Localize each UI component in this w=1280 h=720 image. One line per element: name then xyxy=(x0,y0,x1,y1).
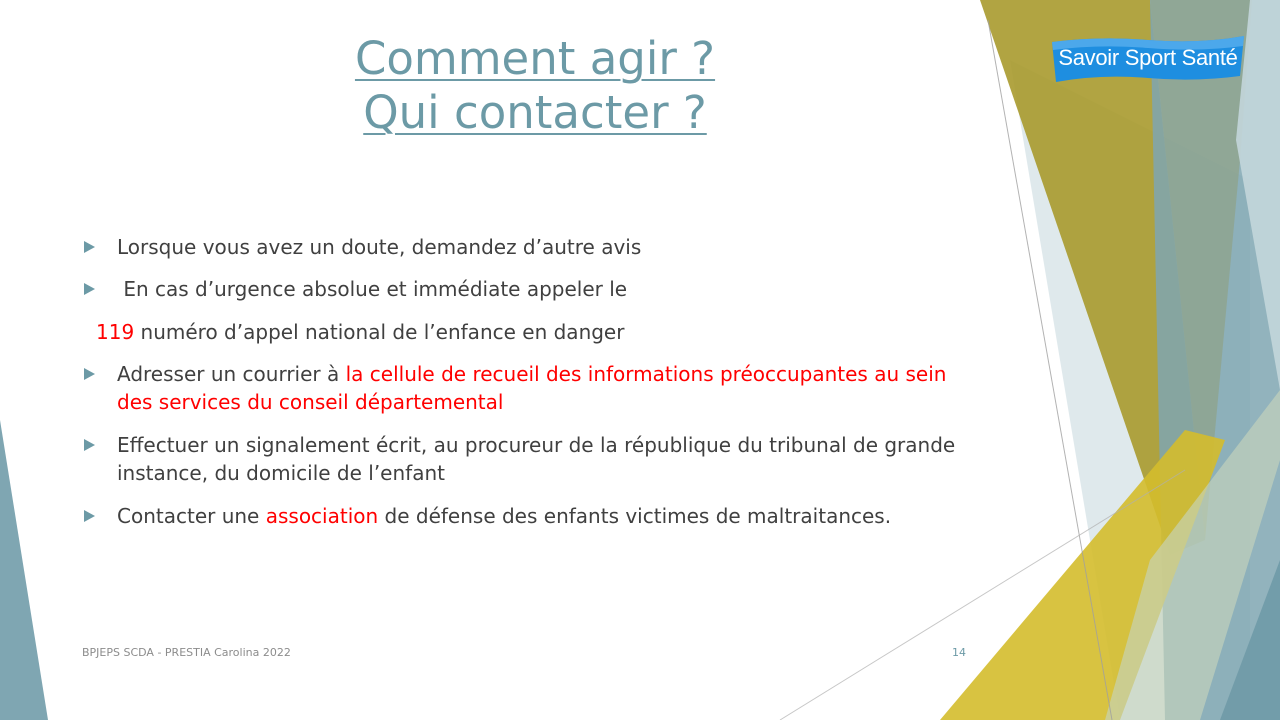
emergency-number: 119 xyxy=(96,320,135,344)
left-edge-shape xyxy=(0,420,48,720)
slide-title xyxy=(250,32,820,140)
title-line-2: Qui contacter ? xyxy=(363,86,707,139)
bullet-text: En cas d’urgence absolue et immédiate appeler le xyxy=(117,277,628,301)
logo-savoir-sport-sante xyxy=(1050,36,1246,82)
page-number: 14 xyxy=(952,646,966,659)
bullet-prefix: Contacter une xyxy=(117,504,266,528)
bullet-arrow-icon xyxy=(84,283,95,295)
bullet-arrow-icon xyxy=(84,368,95,380)
bullet-arrow-icon xyxy=(84,510,95,522)
bullet-text: Effectuer un signalement écrit, au procureur de la république du tribunal de grande instance, du domicile de l’enfant xyxy=(117,433,956,485)
emergency-number-description: numéro d’appel national de l’enfance en danger xyxy=(134,320,625,344)
bullet-highlight: la cellule de recueil des informations préoccupantes au sein des services du conseil départemental xyxy=(117,362,953,414)
bullet-highlight: association xyxy=(265,504,379,528)
footer-text: BPJEPS SCDA - PRESTIA Carolina 2022 xyxy=(82,646,291,659)
bullet-arrow-icon xyxy=(84,241,95,253)
bullet-suffix: de défense des enfants victimes de maltraitances. xyxy=(378,504,892,528)
logo-text: Savoir Sport Santé xyxy=(1058,45,1238,70)
bullet-arrow-icon xyxy=(84,439,95,451)
title-line-1: Comment agir ? xyxy=(354,32,716,85)
bullet-prefix: Adresser un courrier à xyxy=(117,362,346,386)
bullet-text: Lorsque vous avez un doute, demandez d’autre avis xyxy=(117,235,642,259)
